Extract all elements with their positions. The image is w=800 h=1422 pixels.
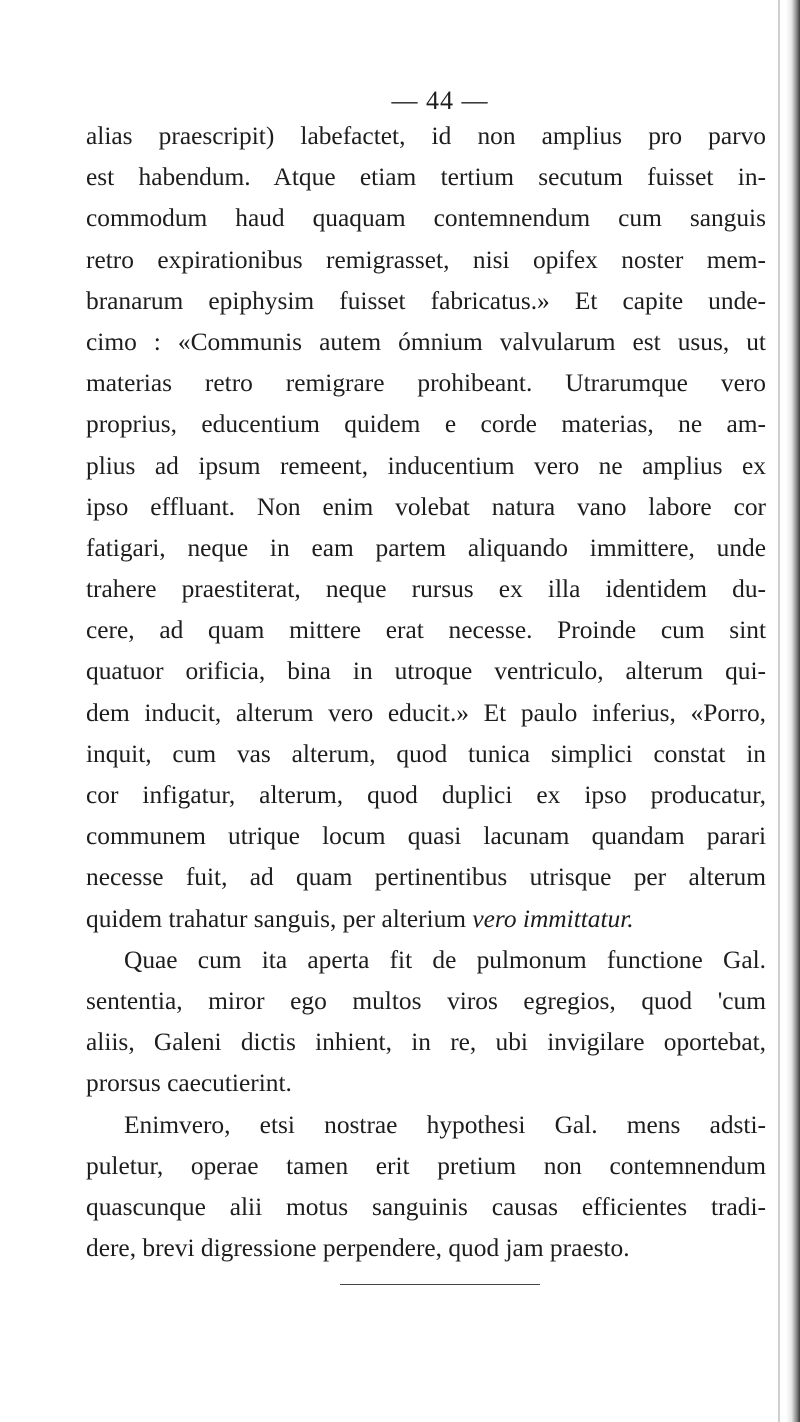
text-line: quascunque alii motus sanguinis causas efficientes tradi- (86, 1192, 766, 1221)
text-line: quatuor orificia, bina in utroque ventriculo, alterum qui- (86, 657, 766, 686)
text-line: aliis, Galeni dictis inhient, in re, ubi invigilare oportebat, (86, 1028, 766, 1057)
text-line: inquit, cum vas alterum, quod tunica simplici constat in (86, 739, 766, 768)
page-number: — 44 — (391, 86, 489, 115)
text-line: dem inducit, alterum vero educit.» Et paulo inferius, «Porro, (86, 698, 766, 727)
text-line: branarum epiphysim fuisset fabricatus.» Et capite unde- (86, 286, 766, 315)
page-edge-line (778, 0, 780, 1422)
text-line: plius ad ipsum remeent, inducentium vero ne amplius ex (86, 451, 766, 480)
text-line (86, 899, 766, 940)
text-line: proprius, educentium quidem e corde materias, ne am- (86, 410, 766, 439)
text-line: cor infigatur, alterum, quod duplici ex ipso producatur, (86, 781, 766, 809)
text-line: dere, brevi digressione perpendere, quod jam praesto. (86, 1234, 630, 1263)
text-line: cimo : «Communis autem ómnium valvularum est usus, ut (86, 327, 766, 356)
text-line: alias praescripit) labefactet, id non amplius pro parvo (86, 122, 766, 150)
text-line: materias retro remigrare prohibeant. Utrarumque vero (86, 369, 766, 398)
text-line: est habendum. Atque etiam tertium secutum fuisset in- (86, 163, 766, 192)
text-line: communem utrique locum quasi lacunam quandam parari (86, 822, 766, 851)
paragraph-first-line: Enimvero, etsi nostrae hypothesi Gal. mens adsti- (124, 1110, 766, 1139)
text-line: necesse fuit, ad quam pertinentibus utrisque per alterum (86, 863, 766, 892)
text-line: retro expirationibus remigrasset, nisi opifex noster mem- (86, 245, 766, 274)
text-line: fatigari, neque in eam partem aliquando immittere, unde (86, 533, 766, 562)
paragraph-first-line: Quae cum ita aperta fit de pulmonum functione Gal. (124, 945, 766, 974)
text-line: prorsus caecutierint. (86, 1069, 292, 1098)
text-line: commodum haud quaquam contemnendum cum sanguis (86, 204, 766, 233)
text-line: trahere praestiterat, neque rursus ex illa identidem du- (86, 575, 766, 604)
page-edge-shadow (786, 0, 800, 1422)
section-end-rule (340, 1284, 540, 1285)
text-line: sententia, miror ego multos viros egregios, quod 'cum (86, 986, 766, 1015)
text-line-start: quidem trahatur sanguis, per alterium (86, 904, 473, 933)
italic-phrase: vero immittatur. (472, 904, 634, 933)
text-line: puletur, operae tamen erit pretium non contemnendum (86, 1151, 766, 1180)
text-line: cere, ad quam mittere erat necesse. Proinde cum sint (86, 616, 766, 645)
body-text (86, 116, 766, 1269)
text-line: ipso effluant. Non enim volebat natura vano labore cor (86, 492, 766, 521)
